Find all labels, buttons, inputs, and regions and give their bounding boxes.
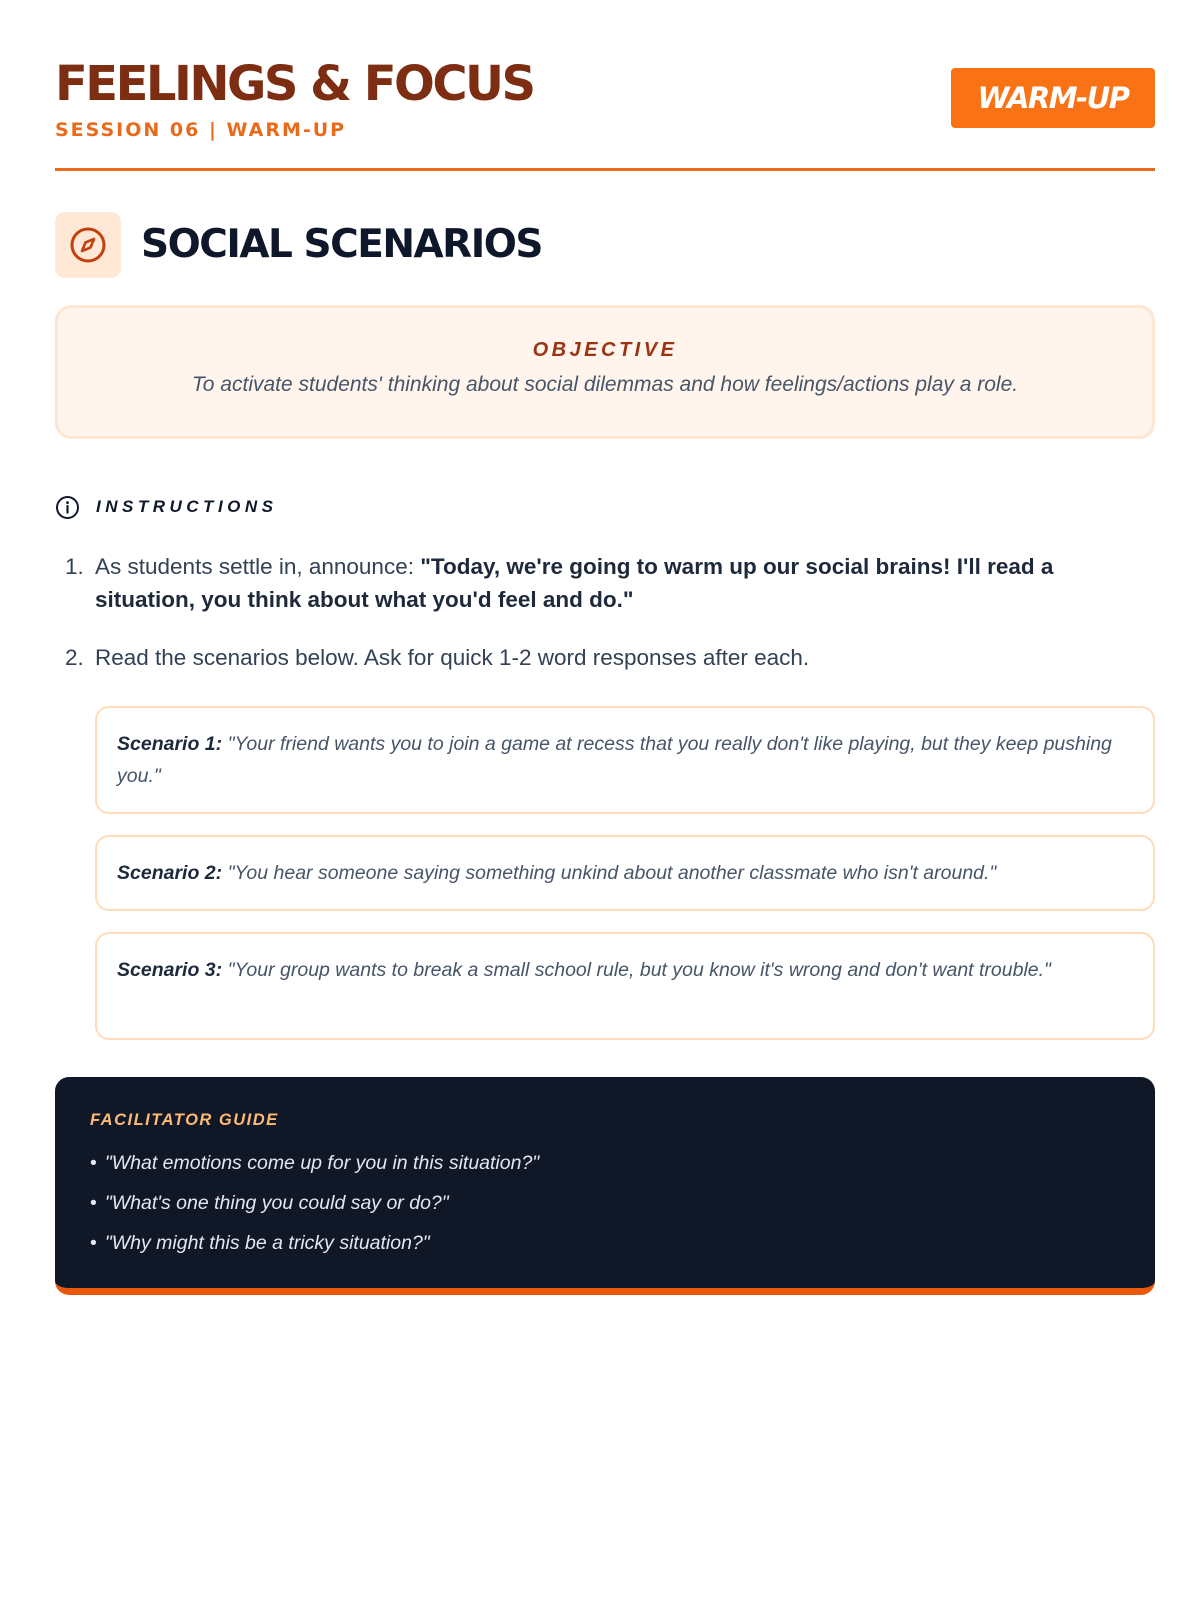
step-text: As students settle in, announce:: [95, 554, 414, 579]
brand-title: FEELINGS & FOCUS: [55, 56, 534, 112]
instruction-step: [65, 641, 1155, 674]
facilitator-guide: [55, 1077, 1155, 1295]
objective-text: To activate students' thinking about social dilemmas and how feelings/actions play a role.: [191, 373, 1019, 396]
instruction-step: [65, 550, 1155, 620]
scenario-label: Scenario 2:: [117, 862, 223, 884]
scenario-label: Scenario 1:: [117, 733, 223, 755]
question-text: "What's one thing you could say or do?": [104, 1192, 449, 1214]
page-header: [55, 56, 1155, 171]
instructions-heading: [55, 494, 278, 520]
scenario-card: [95, 706, 1155, 814]
question-text: "What emotions come up for you in this situation?": [104, 1152, 540, 1174]
list-item: [90, 1223, 539, 1263]
step-body: [95, 550, 1155, 616]
scenario-card: [95, 835, 1155, 911]
objective-box: [55, 305, 1155, 439]
objective-label: OBJECTIVE: [532, 339, 678, 361]
scenario-card: [95, 932, 1155, 1040]
session-subtitle: SESSION 06 | WARM-UP: [55, 119, 347, 141]
step-text: Read the scenarios below. Ask for quick 1-2 word responses after each.: [95, 645, 810, 670]
list-item: [90, 1183, 539, 1223]
bullet: •: [90, 1192, 97, 1214]
step-quote: "Today, we're going to warm up our social brains! I'll read a situation, you think about what you'd feel and do.": [95, 554, 1054, 612]
facilitator-questions: [90, 1143, 539, 1263]
question-text: "Why might this be a tricky situation?": [104, 1232, 430, 1254]
step-number: 2.: [65, 645, 84, 670]
scenario-label: Scenario 3:: [117, 959, 223, 981]
section-title: SOCIAL SCENARIOS: [141, 222, 542, 267]
bullet: •: [90, 1152, 97, 1174]
facilitator-label: FACILITATOR GUIDE: [90, 1111, 279, 1129]
scenario-text: "Your friend wants you to join a game at recess that you really don't like playing, but they keep pushing you.": [117, 733, 1112, 787]
scenario-text: "You hear someone saying something unkind about another classmate who isn't around.": [227, 862, 997, 884]
info-icon: [55, 495, 80, 520]
instructions-label: INSTRUCTIONS: [96, 497, 278, 516]
warm-up-badge: WARM-UP: [951, 68, 1155, 128]
list-item: [90, 1143, 539, 1183]
step-number: 1.: [65, 554, 84, 579]
compass-icon: [55, 212, 121, 278]
bullet: •: [90, 1232, 97, 1254]
scenario-text: "Your group wants to break a small school rule, but you know it's wrong and don't want trouble.": [227, 959, 1051, 981]
